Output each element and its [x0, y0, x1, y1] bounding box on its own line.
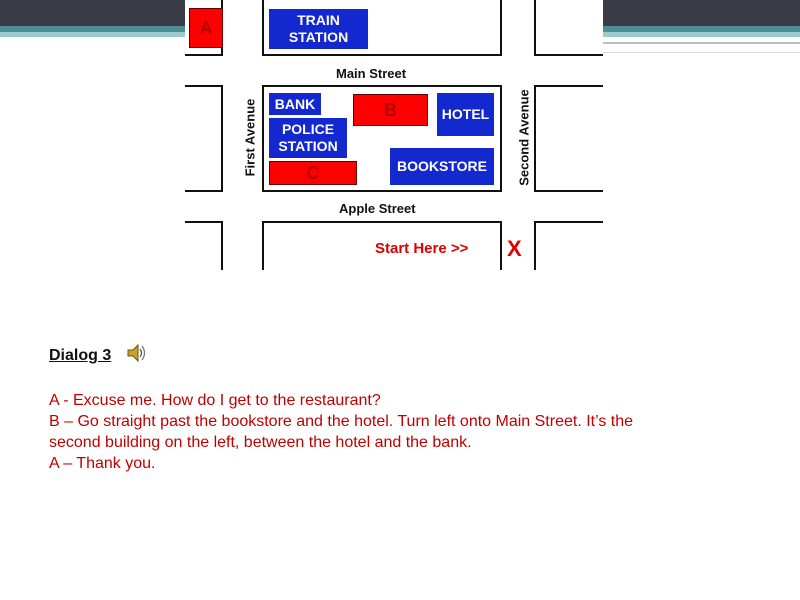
building-b: B — [353, 94, 428, 126]
slide-header-rule — [600, 42, 800, 44]
building-c: C — [269, 161, 357, 185]
building-train-station: TRAIN STATION — [269, 9, 368, 49]
building-bank: BANK — [269, 93, 321, 115]
block-bottom-right — [534, 221, 603, 270]
block-middle-left — [185, 85, 223, 192]
street-apple: Apple Street — [339, 201, 416, 216]
building-a: A — [189, 8, 223, 48]
dialog-section — [49, 343, 689, 474]
street-main: Main Street — [336, 66, 407, 81]
dialog-line-1: A - Excuse me. How do I get to the restaurant? — [49, 392, 381, 409]
building-police-station: POLICE STATION — [269, 118, 347, 158]
start-here-label: Start Here >> — [375, 240, 469, 257]
slide-header-rule-thin — [600, 52, 800, 53]
building-bookstore: BOOKSTORE — [390, 148, 494, 185]
block-top-right — [534, 0, 603, 56]
building-hotel: HOTEL — [437, 93, 494, 136]
street-second: Second Avenue — [516, 89, 532, 186]
street-first: First Avenue — [242, 98, 258, 177]
dialog-line-2: B – Go straight past the bookstore and the hotel. Turn left onto Main Street. It’s the second building on the left, between the hotel and the bank. — [49, 413, 634, 451]
street-map — [185, 0, 603, 270]
speaker-icon[interactable] — [126, 343, 148, 369]
block-middle-right — [534, 85, 603, 192]
block-bottom-left — [185, 221, 223, 270]
start-x-mark: X — [507, 236, 522, 261]
dialog-line-3: A – Thank you. — [49, 455, 156, 472]
dialog-title: Dialog 3 — [49, 347, 112, 365]
